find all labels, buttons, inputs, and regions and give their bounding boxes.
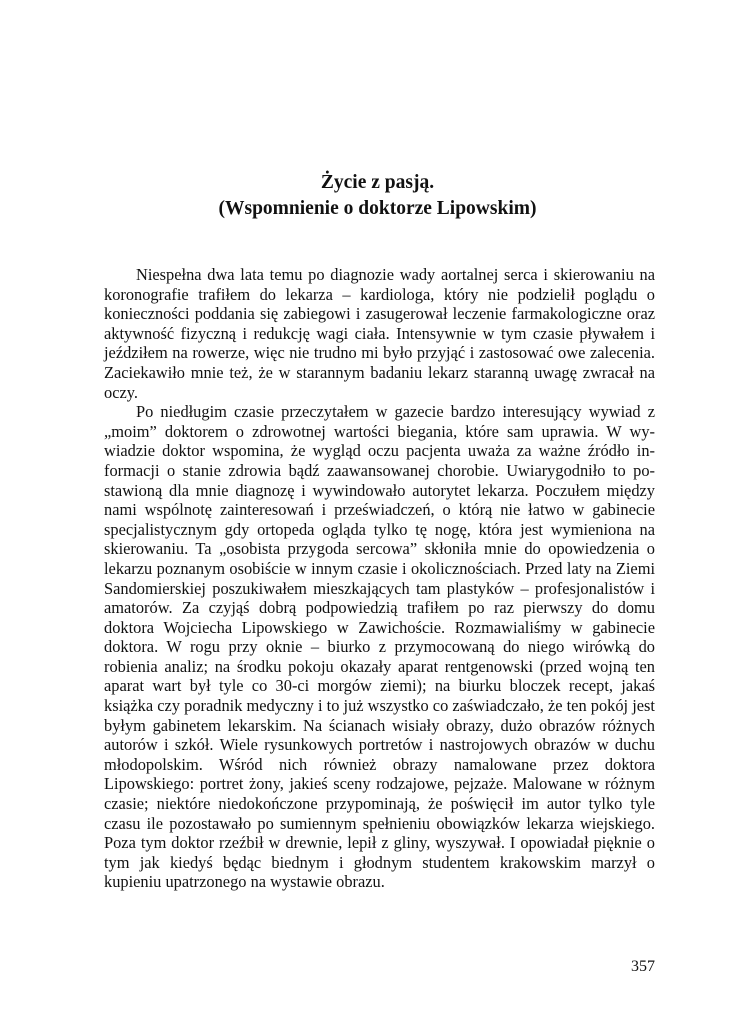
title-line-2: (Wspomnienie o doktorze Lipowskim) <box>218 198 537 219</box>
paragraph-2: Po niedługim czasie przeczytałem w gazecie bardzo interesujący wywiad z „moim” doktorem o zdrowotnej wartości biegania, które sam uprawia. W wywiadzie doktor wspomina, że wygląd oczu pacjenta uważa za ważne źródło informacji o stanie zdrowia bądź zaawansowanej chorobie. Uwiarygodniło to postawioną dla mnie diagnozę i wywindowało autorytet lekarza. Poczułem między nami wspólnotę zainteresowań i przeświadczeń, o którą nie łatwo w gabinecie specjalistycznym gdy ortopeda ogląda tylko tę nogę, która jest wymieniona na skierowaniu. Ta „osobista przygoda sercowa” skłoniła mnie do opowiedzenia o lekarzu poznanym osobiście w innym czasie i okolicznościach. Przed laty na Ziemi Sandomierskiej poszukiwałem mieszkających tam plastyków – profesjonalistów i amatorów. Za czyjąś dobrą podpowiedzią trafiłem po raz pierwszy do domu doktora Wojciecha Lipowskiego w Zawichoście. Rozmawialiśmy w gabinecie doktora. W rogu przy oknie – biurko z przymocowaną do niego wirówką do robienia analiz; na środku pokoju okazały aparat rentgenowski (przed wojną ten aparat wart był tyle co 30-ci morgów ziemi); na biurku bloczek recept, jakaś książka czy poradnik medyczny i to już wszystko co zaświadczało, że ten pokój jest byłym gabinetem lekarskim. Na ścianach wisiały obrazy, dużo obrazów różnych autorów i szkół. Wiele rysunkowych portretów i nastrojowych obrazów w duchu młodopolskim. Wśród nich również obrazy namalowane przez doktora Lipowskiego: portret żony, jakieś sceny rodzajowe, pejzaże. Malowane w różnym czasie; niektóre niedokończone przypominają, że poświęcił im autor tylko tyle czasu ile pozostawało po sumiennym spełnieniu obowiązków lekarza wiejskiego. Poza tym doktor rzeźbił w drewnie, lepił z gliny, wyszywał. I opowiadał pięknie o tym jak kiedyś będąc biednym i głodnym studentem krakowskim marzył o kupieniu upatrzonego na wystawie obrazu. <box>104 402 655 892</box>
title-line-1: Życie z pasją. <box>320 172 435 193</box>
chapter-title <box>100 170 655 222</box>
page-number: 357 <box>631 958 655 975</box>
paragraph-1: Niespełna dwa lata temu po diagnozie wady aortalnej serca i skierowaniu na koronografie trafiłem do lekarza – kardiologa, który nie podzielił poglądu o konieczności poddania się zabiegowi i zasugerował leczenie farmakologiczne oraz aktywność fizyczną i redukcję wagi ciała. Intensywnie w tym czasie pływałem i jeździłem na rowerze, więc nie trudno mi było przyjąć i zastosować owe zalecenia. Zaciekawiło mnie też, że w starannym badaniu lekarz staranną uwagę zwracał na oczy. <box>104 265 655 402</box>
body-text <box>104 265 655 892</box>
